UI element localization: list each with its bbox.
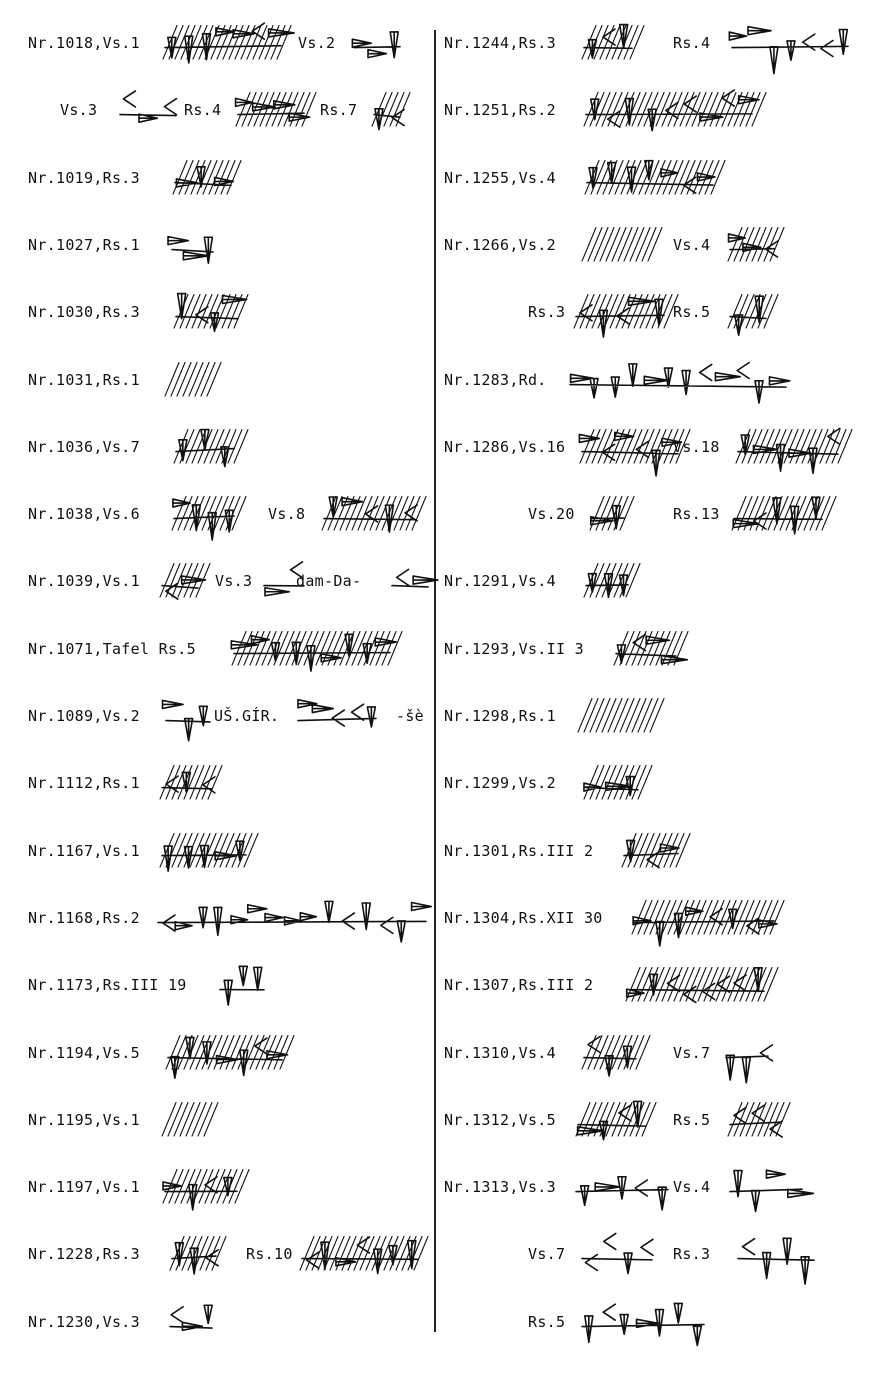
left-entry-label: dam-Da- xyxy=(296,572,362,590)
left-entry-label: Nr.1230,Vs.3 xyxy=(28,1313,140,1331)
right-entry-label: Nr.1251,Rs.2 xyxy=(444,101,556,119)
right-cuneiform-sign-drawing xyxy=(574,289,666,335)
left-cuneiform-sign-drawing xyxy=(160,558,200,604)
right-cuneiform-sign-drawing xyxy=(730,20,850,66)
left-cuneiform-sign-drawing xyxy=(236,87,306,133)
left-entry-label: Nr.1228,Rs.3 xyxy=(28,1245,140,1263)
left-cuneiform-sign-drawing xyxy=(164,693,212,739)
right-entry-label: Nr.1293,Vs.II 3 xyxy=(444,640,584,658)
left-entry-label: Nr.1168,Rs.2 xyxy=(28,909,140,927)
right-entry-label: Vs.4 xyxy=(673,1178,711,1196)
right-entry-label: Nr.1286,Vs.16 xyxy=(444,438,566,456)
left-entry-label: Vs.3 xyxy=(60,101,98,119)
right-entry-label: Rs.3 xyxy=(673,1245,711,1263)
left-entry-label: Vs.3 xyxy=(215,572,253,590)
right-entry-label: Nr.1304,Rs.XII 30 xyxy=(444,909,603,927)
left-entry-label: Rs.10 xyxy=(246,1245,293,1263)
left-cuneiform-sign-drawing xyxy=(390,558,430,604)
right-entry-label: Vs.7 xyxy=(673,1044,711,1062)
left-cuneiform-sign-drawing xyxy=(296,693,378,739)
left-entry-label: Nr.1195,Vs.1 xyxy=(28,1111,140,1129)
right-cuneiform-sign-drawing xyxy=(580,1299,706,1345)
right-entry-label: Nr.1299,Vs.2 xyxy=(444,774,556,792)
left-cuneiform-sign-drawing xyxy=(170,222,215,268)
left-entry-label: Nr.1030,Rs.3 xyxy=(28,303,140,321)
right-cuneiform-sign-drawing xyxy=(584,760,640,806)
right-entry-label: Nr.1312,Vs.5 xyxy=(444,1111,556,1129)
left-cuneiform-sign-drawing xyxy=(160,828,248,874)
right-cuneiform-sign-drawing xyxy=(728,1097,782,1143)
left-entry-label: Nr.1173,Rs.III 19 xyxy=(28,976,187,994)
left-entry-label: Nr.1019,Rs.3 xyxy=(28,169,140,187)
right-cuneiform-sign-drawing xyxy=(728,1164,804,1210)
right-cuneiform-sign-drawing xyxy=(728,289,768,335)
right-cuneiform-sign-drawing xyxy=(584,87,754,133)
left-entry-label: Vs.8 xyxy=(268,505,306,523)
right-cuneiform-sign-drawing xyxy=(736,424,840,470)
left-cuneiform-sign-drawing xyxy=(163,20,283,66)
left-entry-label: Nr.1194,Vs.5 xyxy=(28,1044,140,1062)
right-cuneiform-sign-drawing xyxy=(580,1231,654,1277)
right-cuneiform-sign-drawing xyxy=(576,1097,648,1143)
left-cuneiform-sign-drawing xyxy=(173,155,233,201)
right-cuneiform-sign-drawing xyxy=(728,222,776,268)
left-cuneiform-sign-drawing xyxy=(300,1231,420,1277)
right-entry-label: Rs.3 xyxy=(528,303,566,321)
right-cuneiform-sign-drawing xyxy=(582,222,652,268)
left-entry-label: Rs.7 xyxy=(320,101,358,119)
left-entry-label: UŠ.GÍR. xyxy=(214,707,280,725)
column-divider xyxy=(434,30,436,1332)
left-entry-label: Nr.1038,Vs.6 xyxy=(28,505,140,523)
left-entry-label: Rs.4 xyxy=(184,101,222,119)
right-cuneiform-sign-drawing xyxy=(568,357,788,403)
right-entry-label: Rs.5 xyxy=(673,303,711,321)
left-entry-label: Nr.1036,Vs.7 xyxy=(28,438,140,456)
left-cuneiform-sign-drawing xyxy=(352,20,402,66)
right-entry-label: Rs.4 xyxy=(673,34,711,52)
right-cuneiform-sign-drawing xyxy=(580,424,680,470)
left-cuneiform-sign-drawing xyxy=(170,1231,218,1277)
left-cuneiform-sign-drawing xyxy=(156,895,428,941)
left-cuneiform-sign-drawing xyxy=(322,491,418,537)
left-entry-label: Nr.1031,Rs.1 xyxy=(28,371,140,389)
right-cuneiform-sign-drawing xyxy=(632,895,776,941)
right-cuneiform-sign-drawing xyxy=(614,626,678,672)
right-entry-label: Nr.1291,Vs.4 xyxy=(444,572,556,590)
right-entry-label: Nr.1298,Rs.1 xyxy=(444,707,556,725)
left-entry-label: Nr.1018,Vs.1 xyxy=(28,34,140,52)
right-cuneiform-sign-drawing xyxy=(584,558,630,604)
right-entry-label: Vs.7 xyxy=(528,1245,566,1263)
right-cuneiform-sign-drawing xyxy=(622,828,680,874)
right-entry-label: Nr.1266,Vs.2 xyxy=(444,236,556,254)
right-entry-label: Nr.1244,Rs.3 xyxy=(444,34,556,52)
left-entry-label: Nr.1027,Rs.1 xyxy=(28,236,140,254)
left-entry-label: Nr.1089,Vs.2 xyxy=(28,707,140,725)
right-entry-label: Nr.1313,Vs.3 xyxy=(444,1178,556,1196)
left-cuneiform-sign-drawing xyxy=(372,87,402,133)
right-cuneiform-sign-drawing xyxy=(582,1030,638,1076)
right-entry-label: Nr.1307,Rs.III 2 xyxy=(444,976,594,994)
right-cuneiform-sign-drawing xyxy=(724,1030,770,1076)
right-entry-label: Rs.13 xyxy=(673,505,720,523)
left-cuneiform-sign-drawing xyxy=(232,626,392,672)
right-cuneiform-sign-drawing xyxy=(626,962,766,1008)
left-cuneiform-sign-drawing xyxy=(168,1299,214,1345)
left-cuneiform-sign-drawing xyxy=(162,1097,210,1143)
right-entry-label: Nr.1255,Vs.4 xyxy=(444,169,556,187)
right-entry-label: Nr.1310,Vs.4 xyxy=(444,1044,556,1062)
right-entry-label: Rs.5 xyxy=(673,1111,711,1129)
left-cuneiform-sign-drawing xyxy=(165,357,211,403)
right-entry-label: Rs.5 xyxy=(528,1313,566,1331)
right-entry-label: Vs.20 xyxy=(528,505,575,523)
right-cuneiform-sign-drawing xyxy=(574,1164,670,1210)
right-cuneiform-sign-drawing xyxy=(732,491,824,537)
left-entry-label: Vs.2 xyxy=(298,34,336,52)
right-entry-label: Vs.4 xyxy=(673,236,711,254)
left-cuneiform-sign-drawing xyxy=(163,1164,239,1210)
left-cuneiform-sign-drawing xyxy=(166,1030,284,1076)
left-cuneiform-sign-drawing xyxy=(174,424,236,470)
left-entry-label: Nr.1197,Vs.1 xyxy=(28,1178,140,1196)
right-entry-label: Vs.18 xyxy=(673,438,720,456)
left-cuneiform-sign-drawing xyxy=(218,962,266,1008)
left-entry-label: Nr.1112,Rs.1 xyxy=(28,774,140,792)
right-entry-label: Nr.1283,Rd. xyxy=(444,371,547,389)
right-cuneiform-sign-drawing xyxy=(582,20,634,66)
right-cuneiform-sign-drawing xyxy=(578,693,656,739)
right-cuneiform-sign-drawing xyxy=(585,155,715,201)
left-cuneiform-sign-drawing xyxy=(172,491,236,537)
left-entry-label: -šè xyxy=(396,707,424,725)
left-entry-label: Nr.1071,Tafel Rs.5 xyxy=(28,640,196,658)
left-cuneiform-sign-drawing xyxy=(262,558,306,604)
right-cuneiform-sign-drawing xyxy=(590,491,626,537)
left-cuneiform-sign-drawing xyxy=(160,760,214,806)
left-entry-label: Nr.1039,Vs.1 xyxy=(28,572,140,590)
right-cuneiform-sign-drawing xyxy=(736,1231,816,1277)
left-entry-label: Nr.1167,Vs.1 xyxy=(28,842,140,860)
left-cuneiform-sign-drawing xyxy=(174,289,240,335)
right-entry-label: Nr.1301,Rs.III 2 xyxy=(444,842,594,860)
left-cuneiform-sign-drawing xyxy=(118,87,178,133)
